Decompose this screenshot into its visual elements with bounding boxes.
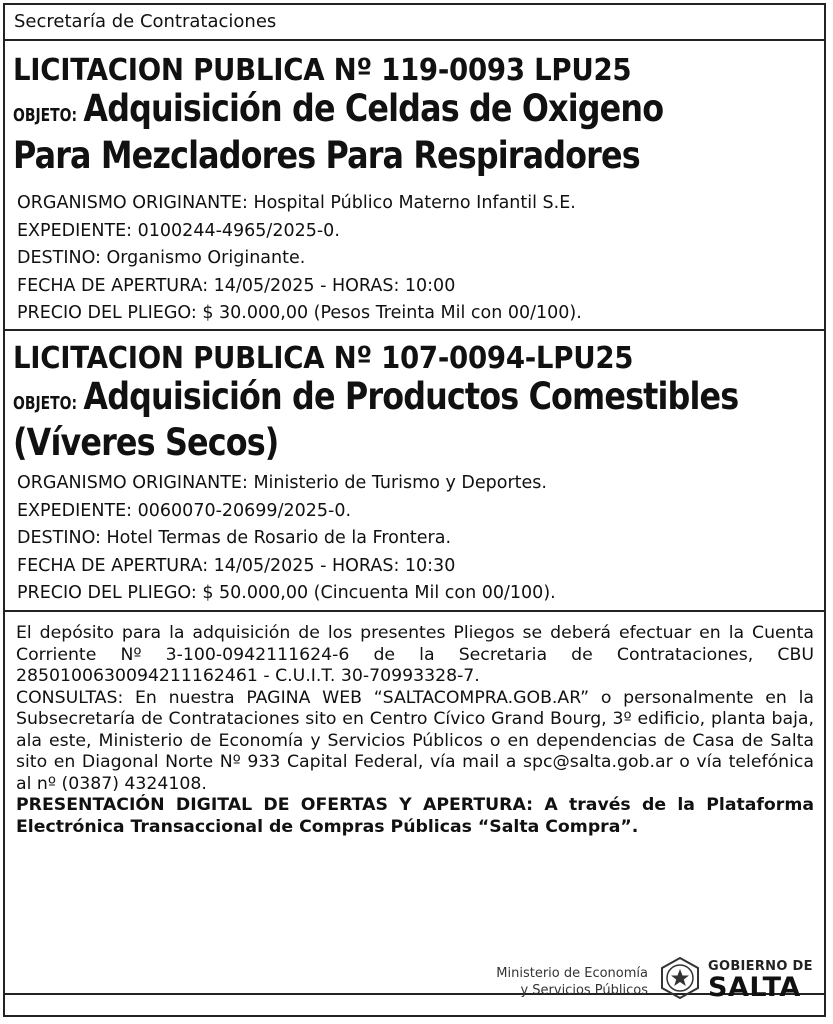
presentacion-paragraph: PRESENTACIÓN DIGITAL DE OFERTAS Y APERTURA: A través de la Plataforma Electrónica Transaccional de Compras Públicas “Salta Compra”. (16, 795, 814, 837)
tender-2-fecha: FECHA DE APERTURA: 14/05/2025 - HORAS: 10:30 (17, 555, 456, 576)
footer-text (16, 623, 814, 838)
tender-2-precio: PRECIO DEL PLIEGO: $ 50.000,00 (Cincuenta Mil con 00/100). (17, 583, 556, 603)
tender-2-organismo: ORGANISMO ORIGINANTE: Ministerio de Turismo y Deportes. (17, 473, 547, 493)
tender-2-objeto (13, 375, 738, 418)
tender-2-objeto-line2: (Víveres Secos) (13, 421, 279, 464)
tender-1-fecha: FECHA DE APERTURA: 14/05/2025 - HORAS: 10:00 (17, 275, 456, 296)
deposit-paragraph: El depósito para la adquisición de los presentes Pliegos se deberá efectuar en la Cuenta Corriente Nº 3-100-0942111624-6 de la Secretaria de Contrataciones, CBU 2850100630094211162461 - C.U.I.T. 30-70993328-7. (16, 623, 814, 686)
tender-1-expediente: EXPEDIENTE: 0100244-4965/2025-0. (17, 220, 340, 241)
tender-1-organismo: ORGANISMO ORIGINANTE: Hospital Público Materno Infantil S.E. (17, 193, 576, 213)
tender-2-destino: DESTINO: Hotel Termas de Rosario de la Frontera. (17, 528, 452, 548)
tender-2 (5, 331, 824, 611)
tender-1-objeto-line1: Adquisición de Celdas de Oxigeno (83, 87, 664, 130)
tender-1-details (17, 190, 582, 328)
tender-1-objeto-label: OBJETO: (13, 105, 78, 126)
tender-1-destino: DESTINO: Organismo Originante. (17, 248, 306, 268)
tender-1-objeto-line2: Para Mezcladores Para Respiradores (13, 134, 640, 177)
salta-seal-icon (658, 956, 702, 1000)
tender-2-objeto-label: OBJETO: (13, 393, 78, 414)
tender-1-precio: PRECIO DEL PLIEGO: $ 30.000,00 (Pesos Treinta Mil con 00/100). (17, 303, 582, 323)
tender-1-objeto (13, 87, 663, 130)
gobierno-de-text: GOBIERNO DE (708, 959, 813, 974)
tender-1-title: LICITACION PUBLICA Nº 119-0093 LPU25 (13, 53, 632, 88)
ministry-line-1: Ministerio de Economía (496, 966, 648, 981)
notice-frame (3, 3, 826, 1017)
ministry-line-2: y Servicios Públicos (520, 983, 648, 998)
government-logo (488, 950, 818, 1010)
tender-2-expediente: EXPEDIENTE: 0060070-20699/2025-0. (17, 500, 352, 521)
tender-2-objeto-line1: Adquisición de Productos Comestibles (83, 375, 739, 418)
gobierno-salta (708, 959, 813, 1002)
tender-2-details (17, 470, 556, 608)
header-bar (5, 5, 824, 41)
separator-2 (5, 610, 824, 612)
salta-text: SALTA (708, 972, 801, 1003)
tender-2-title: LICITACION PUBLICA Nº 107-0094-LPU25 (13, 341, 634, 376)
tender-1 (5, 39, 824, 329)
ministry-name (488, 965, 648, 999)
consultas-paragraph: CONSULTAS: En nuestra PAGINA WEB “SALTACOMPRA.GOB.AR” o personalmente en la Subsecretaría de Contrataciones sito en Centro Cívico Grand Bourg, 3º edificio, planta baja, ala este, Ministerio de Economía y Servicios Públicos o en dependencias de Casa de Salta sito en Diagonal Norte Nº 933 Capital Federal, vía mail a spc@salta.gob.ar o vía telefónica al nº (0387) 4324108. (16, 687, 814, 794)
header-title: Secretaría de Contrataciones (14, 11, 277, 32)
